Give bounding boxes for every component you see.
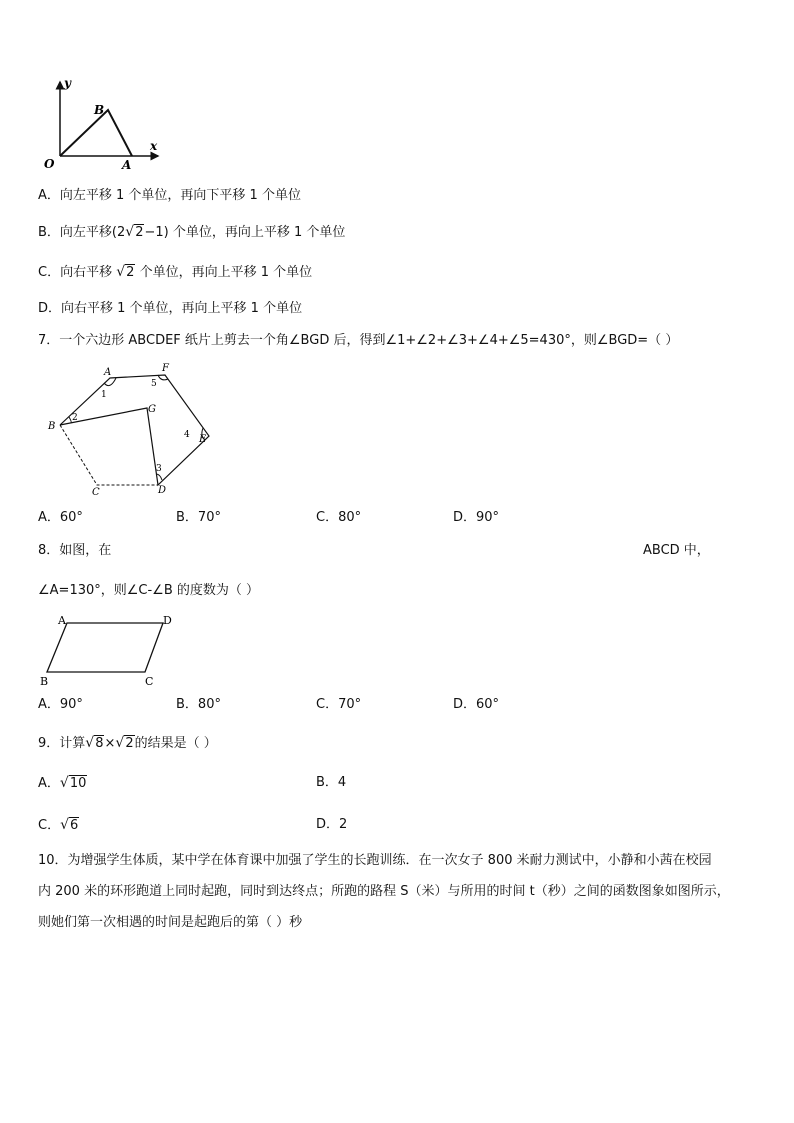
hex-label-b: B xyxy=(48,421,56,432)
q7-hexagon-figure xyxy=(44,362,214,498)
q7-option-a: A．60° xyxy=(38,510,83,525)
para-label-d: D xyxy=(163,614,172,627)
hex-label-a: A xyxy=(104,367,112,378)
q9-option-c-radical: √6 xyxy=(60,817,79,833)
q6-option-c-suffix: 个单位，再向上平移 1 个单位 xyxy=(139,265,313,280)
parallelogram-abcd xyxy=(47,623,163,672)
q9-option-c-label: C． xyxy=(38,818,61,833)
hex-label-e: E xyxy=(199,434,207,445)
q7-stem: 7．一个六边形 ABCDEF 纸片上剪去一个角∠BGD 后，得到∠1+∠2+∠3+∠4+∠5=430°，则∠BGD=（ ） xyxy=(38,333,679,348)
q9-option-a-radical: √10 xyxy=(59,775,87,791)
q6-option-b-radical: √2 xyxy=(125,224,144,240)
q8-option-a: A．90° xyxy=(38,697,83,712)
q9-radicand-1: 8 xyxy=(95,736,104,751)
point-a-label: A xyxy=(122,158,132,172)
q6-option-c-radicand: 2 xyxy=(126,265,135,280)
angle-label-2: 2 xyxy=(72,413,78,423)
y-axis-label: y xyxy=(64,76,71,90)
origin-label: O xyxy=(44,157,55,171)
q9-option-c xyxy=(38,815,79,836)
q6-option-c xyxy=(38,262,312,283)
q8-stem-right: ABCD 中， xyxy=(643,543,710,558)
q6-option-b-expr-open: (2 xyxy=(111,225,126,240)
q8-option-c: C．70° xyxy=(316,697,362,712)
q7-option-c: C．80° xyxy=(316,510,362,525)
hex-label-d: D xyxy=(158,485,167,496)
x-axis-label: x xyxy=(150,139,158,153)
point-b-label: B xyxy=(94,103,105,117)
q7-option-d: D．90° xyxy=(453,510,500,525)
q6-option-b-radicand: 2 xyxy=(135,225,144,240)
q8-stem-line2: ∠A=130°，则∠C-∠B 的度数为（ ） xyxy=(38,583,260,598)
hexagon-cut-edges xyxy=(60,425,158,485)
q8-parallelogram-figure xyxy=(36,612,176,688)
q9-option-a xyxy=(38,773,87,794)
angle-2-arc xyxy=(69,417,71,423)
q9-option-a-radicand: 10 xyxy=(69,776,87,791)
q10-line-2: 内 200 米的环形跑道上同时起跑，同时到达终点；所跑的路程 S（米）与所用的时间 t（秒）之间的函数图象如图所示， xyxy=(38,884,730,899)
q8-option-d: D．60° xyxy=(453,697,500,712)
q6-option-c-radical: √2 xyxy=(116,264,135,280)
q6-option-d: D．向右平移 1 个单位，再向上平移 1 个单位 xyxy=(38,301,303,316)
q9-radical-1: √8 xyxy=(85,735,104,751)
q9-option-d: D．2 xyxy=(316,817,348,832)
para-label-b: B xyxy=(40,675,49,688)
q6-option-b-suffix: 个单位，再向上平移 1 个单位 xyxy=(172,225,346,240)
q10-line-1: 10．为增强学生体质，某中学在体育课中加强了学生的长跑训练．在一次女子 800 米耐力测试中，小静和小茜在校园 xyxy=(38,853,712,868)
q9-radicand-2: 2 xyxy=(125,736,134,751)
para-label-a: A xyxy=(58,614,66,627)
angle-label-3: 3 xyxy=(156,464,162,474)
hex-label-g: G xyxy=(148,404,156,415)
q9-radical-2: √2 xyxy=(115,735,134,751)
hex-label-c: C xyxy=(92,487,100,498)
q9-stem-suffix: 的结果是（ ） xyxy=(134,736,217,751)
q9-option-c-radicand: 6 xyxy=(70,818,79,833)
q9-option-a-label: A． xyxy=(38,776,60,791)
q9-stem xyxy=(38,733,217,754)
q6-option-a: A．向左平移 1 个单位，再向下平移 1 个单位 xyxy=(38,188,301,203)
angle-label-5: 5 xyxy=(151,379,157,389)
q6-option-b xyxy=(38,222,345,243)
q10-line-3: 则她们第一次相遇的时间是起跑后的第（ ）秒 xyxy=(38,915,303,930)
q7-option-b: B．70° xyxy=(176,510,221,525)
q9-stem-prefix: 9．计算 xyxy=(38,736,86,751)
hex-label-f: F xyxy=(162,363,169,374)
q6-option-b-prefix: B．向左平移 xyxy=(38,225,112,240)
para-label-c: C xyxy=(145,675,154,688)
q8-option-b: B．80° xyxy=(176,697,221,712)
q6-coordinate-figure xyxy=(36,76,166,176)
q6-option-b-expr-close: −1) xyxy=(144,225,169,240)
angle-label-4: 4 xyxy=(184,430,190,440)
q6-option-c-prefix: C．向右平移 xyxy=(38,265,113,280)
angle-label-1: 1 xyxy=(101,390,107,400)
q9-times: × xyxy=(104,736,116,751)
q8-stem-left: 8．如图，在 xyxy=(38,543,112,558)
q9-option-b: B．4 xyxy=(316,775,347,790)
